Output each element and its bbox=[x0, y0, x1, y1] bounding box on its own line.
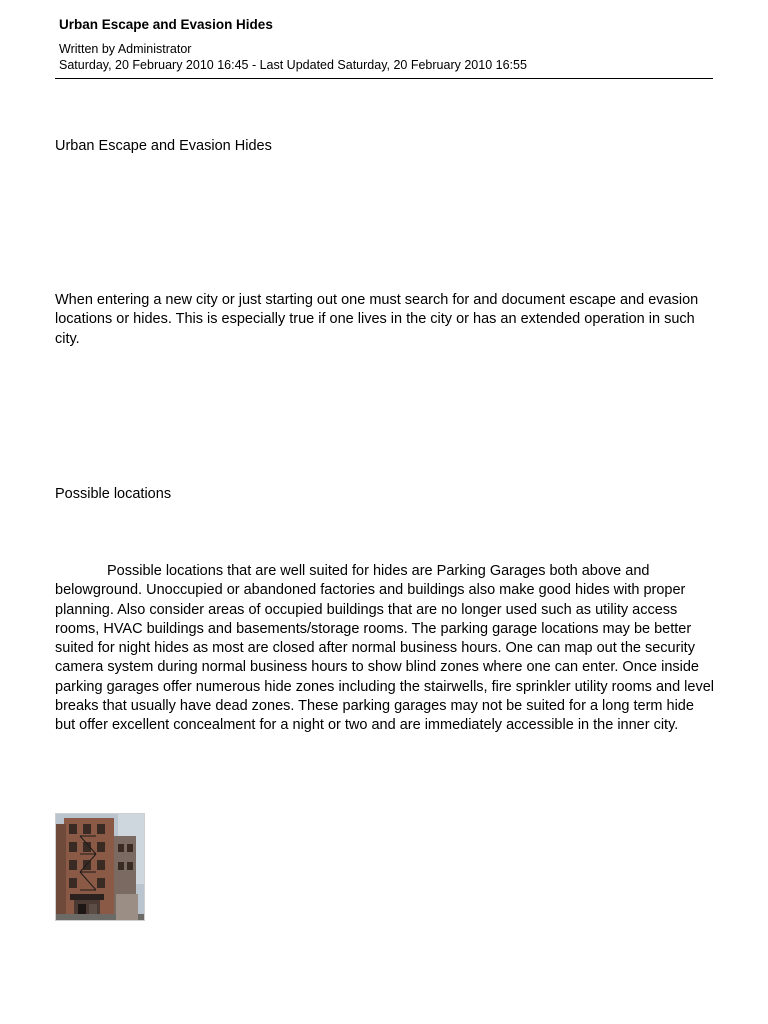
section-paragraph bbox=[55, 562, 715, 736]
intro-paragraph: When entering a new city or just starting out one must search for and document escape and evasion locations or hides. This is especially true if one lives in the city or has an extended operation in such city. bbox=[55, 292, 699, 347]
article-title: Urban Escape and Evasion Hides bbox=[55, 138, 272, 154]
header-title: Urban Escape and Evasion Hides bbox=[59, 17, 273, 32]
date-line: Saturday, 20 February 2010 16:45 - Last Updated Saturday, 20 February 2010 16:55 bbox=[59, 58, 527, 72]
building-photo-icon bbox=[56, 814, 145, 921]
page-header bbox=[55, 14, 713, 79]
building-photo bbox=[55, 813, 145, 921]
section-paragraph-text: Possible locations that are well suited for hides are Parking Garages both above and belowground. Unoccupied or abandoned factories and buildings also make good hides with proper planning. Also consider areas of occupied buildings that are no longer used such as utility access rooms, HVAC buildings and basements/storage rooms. The parking garage locations may be better suited for night hides as most are closed after normal business hours. One can map out the security camera system during normal business hours to show blind zones where one can enter. Once inside parking garages offer numerous hide zones including the stairwells, fire sprinkler utility rooms and level breaks that usually have dead zones. These parking garages may not be suited for a long term hide but offer excellent concealment for a night or two and are immediately accessible in the inner city. bbox=[55, 563, 715, 734]
section-heading: Possible locations bbox=[55, 486, 172, 502]
author-line: Written by Administrator bbox=[59, 42, 192, 56]
